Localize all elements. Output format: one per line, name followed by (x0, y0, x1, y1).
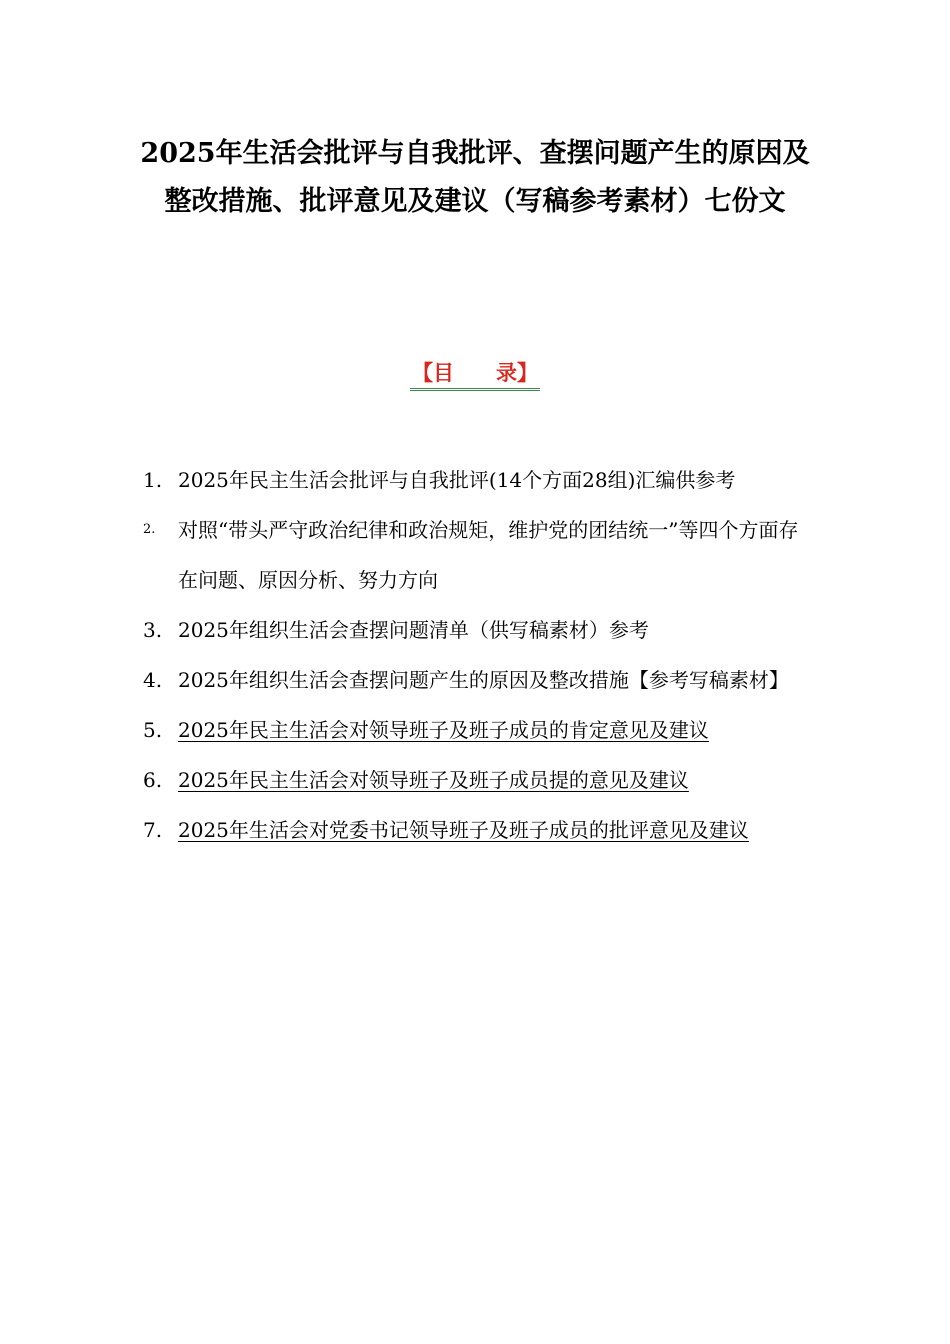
toc-item-4[interactable] (143, 655, 813, 705)
toc-item-5[interactable] (143, 705, 813, 755)
toc-item-text: 2025年民主生活会批评与自我批评(14个方面28组)汇编供参考 (178, 468, 736, 492)
toc-item-link[interactable]: 2025年生活会对党委书记领导班子及班子成员的批评意见及建议 (178, 818, 749, 842)
toc-list (143, 455, 813, 855)
toc-item-1[interactable] (143, 455, 813, 505)
toc-item-number: 1. (143, 468, 163, 492)
toc-heading (0, 360, 950, 391)
toc-item-link[interactable]: 2025年民主生活会对领导班子及班子成员提的意见及建议 (178, 768, 689, 792)
toc-item-7[interactable] (143, 805, 813, 855)
toc-item-number: 2. (143, 522, 156, 537)
toc-item-number: 6. (143, 768, 163, 792)
toc-item-link[interactable]: 2025年民主生活会对领导班子及班子成员的肯定意见及建议 (178, 718, 709, 742)
toc-item-3[interactable] (143, 605, 813, 655)
document-title: 2025年生活会批评与自我批评、查摆问题产生的原因及整改措施、批评意见及建议（写稿参考素材）七份文 (140, 138, 810, 217)
toc-heading-label[interactable]: 【目 录】 (410, 360, 540, 391)
toc-item-text: 2025年组织生活会查摆问题清单（供写稿素材）参考 (178, 618, 649, 642)
toc-item-text: 2025年组织生活会查摆问题产生的原因及整改措施【参考写稿素材】 (178, 668, 789, 692)
toc-item-number: 4. (143, 668, 163, 692)
toc-item-text: 对照“带头严守政治纪律和政治规矩，维护党的团结统一”等四个方面存在问题、原因分析、努力方向 (178, 518, 799, 592)
toc-item-6[interactable] (143, 755, 813, 805)
toc-item-number: 7. (143, 818, 163, 842)
toc-item-2[interactable] (143, 505, 813, 605)
toc-item-number: 3. (143, 618, 163, 642)
toc-item-number: 5. (143, 718, 163, 742)
